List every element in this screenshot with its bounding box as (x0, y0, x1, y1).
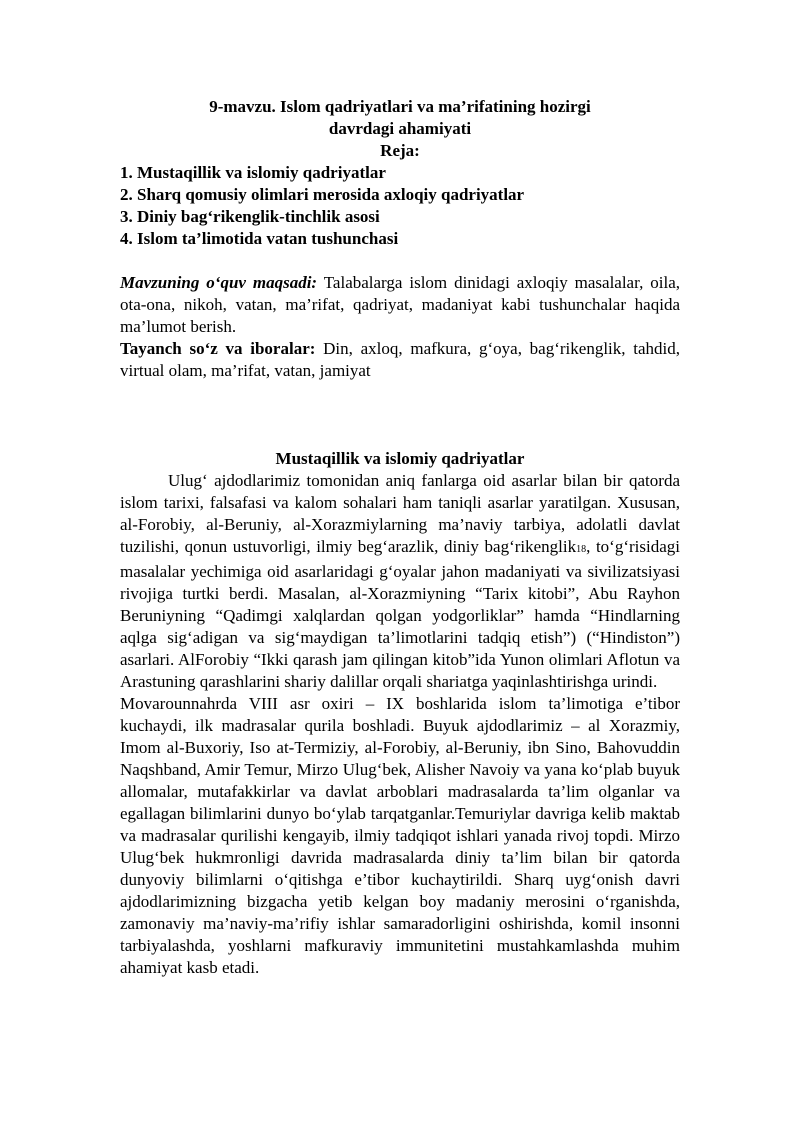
section-title: Mustaqillik va islomiy qadriyatlar (275, 449, 525, 468)
learning-goal-text: Talabalarga islom dinidagi axloqiy masalalar, oila, ota-ona, nikoh, vatan, ma’rifat, qadriyat, madaniyat kabi tushunchalar haqida ma’lumot berish. (120, 273, 681, 336)
plan-item-3: 3. Diniy bag‘rikenglik-tinchlik asosi (120, 207, 380, 226)
keywords-text: Din, axloq, mafkura, g‘oya, bag‘rikenglik, tahdid, virtual olam, ma’rifat, vatan, jamiyat (120, 339, 680, 380)
document-title-line1: 9-mavzu. Islom qadriyatlari va ma’rifatining hozirgi (209, 97, 591, 116)
body-paragraph-1-part-a: Ulug‘ ajdodlarimiz tomonidan aniq fanlarga oid asarlar bilan bir qatorda islom tarixi, falsafasi va kalom sohalari ham taniqli asarlar yaratilgan. Xususan, al-Forobiy, al-Beruniy, al-Xorazmiylarning ma’naviy tarbiya, adolatli davlat tuzilishi, qonun ustuvorligi, ilmiy beg‘arazlik, diniy bag‘rikenglik (120, 471, 680, 556)
document-page (120, 96, 680, 979)
learning-goal-paragraph (120, 272, 680, 338)
plan-list (120, 162, 680, 250)
plan-item-1: 1. Mustaqillik va islomiy qadriyatlar (120, 163, 386, 182)
body-paragraph-1 (120, 470, 680, 693)
keywords-label: Tayanch so‘z va iboralar: (120, 339, 316, 358)
plan-item-2: 2. Sharq qomusiy olimlari merosida axloqiy qadriyatlar (120, 185, 525, 204)
learning-goal-label: Mavzuning o‘quv maqsadi: (120, 273, 318, 292)
plan-item-4: 4. Islom ta’limotida vatan tushunchasi (120, 229, 399, 248)
spacer (120, 250, 680, 272)
plan-heading: Reja: (380, 141, 420, 160)
keywords-paragraph (120, 338, 680, 382)
body-paragraph-2: Movarounnahrda VIII asr oxiri – IX boshlarida islom ta’limotiga e’tibor kuchaydi, ilk madrasalar qurila boshladi. Buyuk ajdodlarimiz – al Xorazmiy, Imom al-Buxoriy, Iso at-Termiziy, al-Forobiy, al-Beruniy, ibn Sino, Bahovuddin Naqshband, Amir Temur, Mirzo Ulug‘bek, Alisher Navoiy va yana ko‘plab buyuk allomalar, mutafakkirlar va davlat arboblari madrasalarda ta’lim olganlar va egallagan bilimlarini dunyo bo‘ylab tarqatganlar.Temuriylar davriga kelib maktab va madrasalar qurilishi kengayib, ilmiy tadqiqot ishlari yanada rivoj topdi. Mirzo Ulug‘bek hukmronligi davrida madrasalarda diniy ta’lim bilan bir qatorda dunyoviy bilimlarni o‘qitishga e’tibor kuchaytirildi. Sharq uyg‘onish davri ajdodlarimizning bizgacha yetib kelgan boy madaniy merosini o‘rganishda, zamonaviy ma’naviy-ma’rifiy ishlar samaradorligini oshirishda, komil insonni tarbiyalashda, yoshlarni mafkuraviy immunitetini mustahkamlashda muhim ahamiyat kasb etadi. (120, 694, 680, 977)
footnote-reference[interactable]: 18 (576, 544, 587, 555)
body-paragraph-1-part-b: , to‘g‘risidagi masalalar yechimiga oid asarlaridagi g‘oyalar jahon madaniyati va sivilizatsiyasi rivojiga turtki berdi. Masalan, al-Xorazmiyning “Tarix kitobi”, Abu Rayhon Beruniyning “Qadimgi xalqlardan qolgan yodgorliklar” hamda “Hindlarning aqlga sig‘adigan va sig‘maydigan ta’limotlarini tadqiq etish”) (“Hindiston”) asarlari. AlForobiy “Ikki qarash jam qilingan kitob”ida Yunon olimlari Aflotun va Arastuning qarashlarini shariy dalillar orqali shariatga yaqinlashtirishga urindi. (120, 537, 680, 691)
document-title-line2: davrdagi ahamiyati (328, 119, 472, 138)
